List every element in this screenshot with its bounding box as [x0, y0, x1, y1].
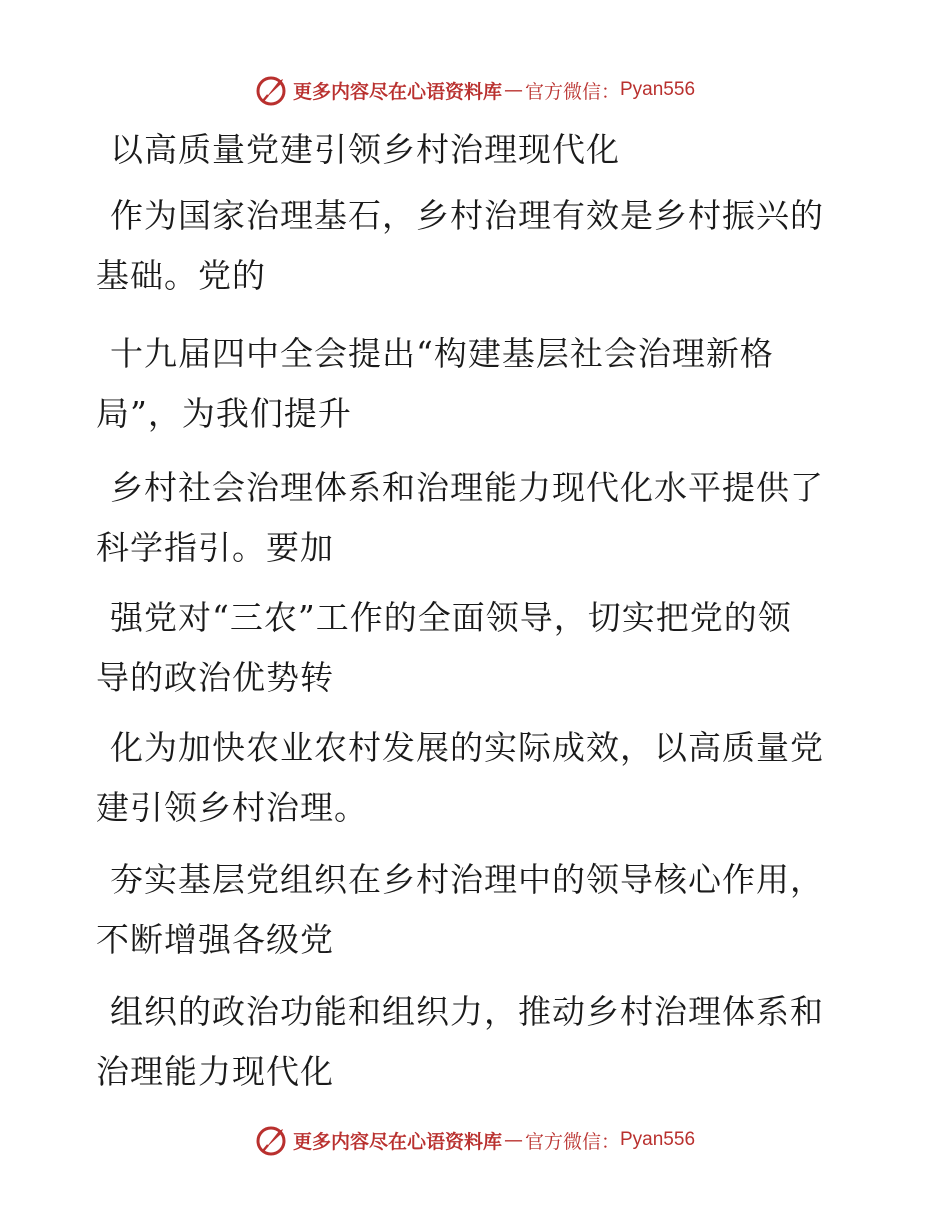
- paragraph: [96, 458, 836, 578]
- paragraph-line: 局”，为我们提升: [96, 394, 352, 433]
- paragraph: [96, 588, 836, 708]
- paragraph-line: 组织的政治功能和组织力，推动乡村治理体系和: [110, 992, 824, 1031]
- footer-banner: [0, 1120, 950, 1160]
- banner-separator: —: [503, 1129, 523, 1151]
- banner-wechat-id: Pyan556: [620, 79, 696, 100]
- paragraph-line: 科学指引。要加: [96, 528, 334, 567]
- paragraph: [96, 324, 836, 444]
- document-title: 以高质量党建引领乡村治理现代化: [110, 130, 620, 169]
- quill-logo-icon: [255, 1123, 289, 1157]
- quill-logo-icon: [255, 73, 289, 107]
- paragraph-line: 不断增强各级党: [96, 920, 334, 959]
- paragraph: [96, 186, 836, 306]
- paragraph: [96, 850, 836, 970]
- banner-separator: —: [503, 79, 523, 101]
- paragraph-line: 作为国家治理基石，乡村治理有效是乡村振兴的: [110, 196, 824, 235]
- paragraph-line: 化为加快农业农村发展的实际成效，以高质量党: [110, 728, 824, 767]
- paragraph-line: 强党对“三农”工作的全面领导，切实把党的领: [110, 598, 792, 637]
- banner-main-text: 更多内容尽在心语资料库: [292, 1130, 502, 1153]
- banner-main-text: 更多内容尽在心语资料库: [292, 80, 502, 103]
- paragraph-line: 十九届四中全会提出“构建基层社会治理新格: [110, 334, 774, 373]
- paragraph: [96, 718, 836, 838]
- paragraph: [96, 982, 836, 1102]
- banner-wechat-id: Pyan556: [620, 1129, 696, 1150]
- banner-wechat-label: 官方微信：: [524, 80, 620, 103]
- paragraph-line: 建引领乡村治理。: [96, 788, 368, 827]
- paragraph-line: 夯实基层党组织在乡村治理中的领导核心作用，: [110, 860, 824, 899]
- paragraph-line: 导的政治优势转: [96, 658, 334, 697]
- header-banner: [0, 70, 950, 110]
- paragraph-line: 基础。党的: [96, 256, 266, 295]
- paragraph-line: 乡村社会治理体系和治理能力现代化水平提供了: [110, 468, 824, 507]
- banner-wechat-label: 官方微信：: [524, 1130, 620, 1153]
- paragraph-line: 治理能力现代化: [96, 1052, 334, 1091]
